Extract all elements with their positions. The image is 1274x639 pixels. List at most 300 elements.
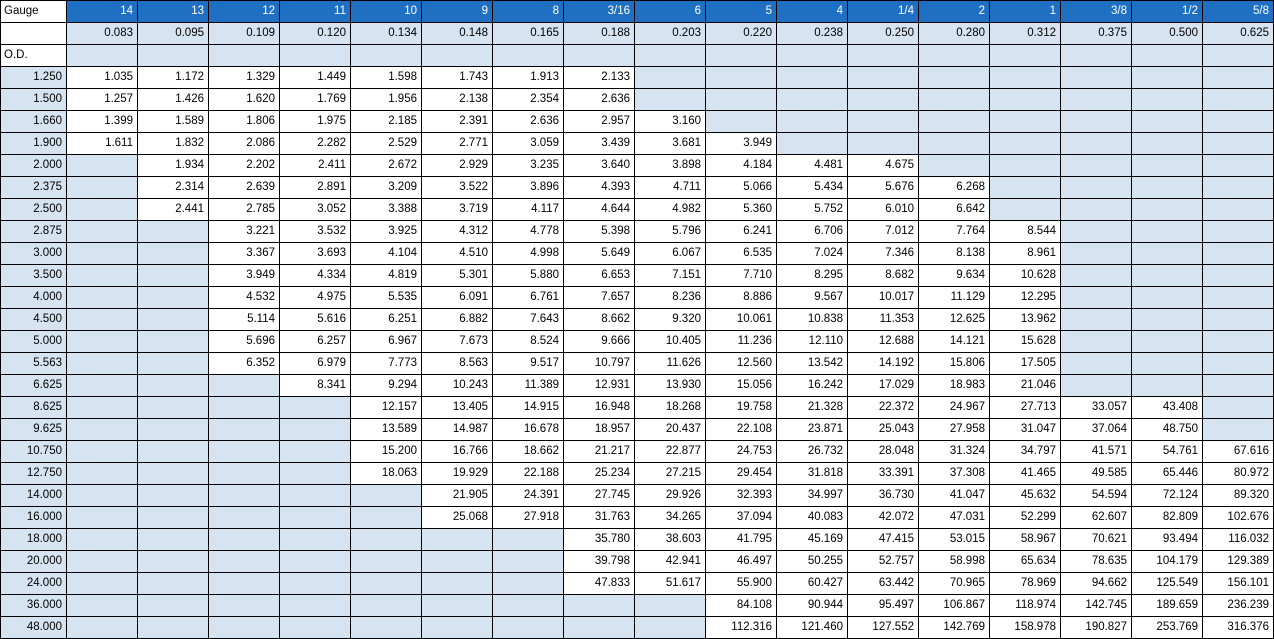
empty-25-3 [280,617,351,639]
empty-13-16 [1203,353,1274,375]
gauge-header-6: 8 [493,1,564,23]
table-row [1,67,1274,89]
weight-value-7-6: 4.778 [493,221,564,243]
empty-6-16 [1203,199,1274,221]
weight-value-17-12: 31.324 [919,441,990,463]
weight-value-0-7: 2.133 [564,67,635,89]
weight-value-24-10: 90.944 [777,595,848,617]
weight-value-18-9: 29.454 [706,463,777,485]
empty-12-1 [138,331,209,353]
weight-value-17-16: 67.616 [1203,441,1274,463]
empty-11-16 [1203,309,1274,331]
weight-value-23-12: 70.965 [919,573,990,595]
empty-0-11 [848,67,919,89]
empty-9-0 [67,265,138,287]
weight-value-21-9: 41.795 [706,529,777,551]
weight-value-25-9: 112.316 [706,617,777,639]
empty-25-2 [209,617,280,639]
thickness-5: 0.148 [422,23,493,45]
weight-value-23-7: 47.833 [564,573,635,595]
weight-value-2-4: 2.185 [351,111,422,133]
empty-17-2 [209,441,280,463]
weight-value-13-10: 13.542 [777,353,848,375]
weight-value-12-9: 11.236 [706,331,777,353]
weight-value-18-8: 27.215 [635,463,706,485]
empty-21-5 [422,529,493,551]
table-row [1,111,1274,133]
weight-value-21-11: 47.415 [848,529,919,551]
empty-22-1 [138,551,209,573]
weight-value-12-13: 15.628 [990,331,1061,353]
weight-value-12-7: 9.666 [564,331,635,353]
weight-value-0-1: 1.172 [138,67,209,89]
empty-24-4 [351,595,422,617]
weight-value-20-5: 25.068 [422,507,493,529]
weight-value-14-9: 15.056 [706,375,777,397]
weight-value-25-16: 316.376 [1203,617,1274,639]
table-row [1,375,1274,397]
weight-value-5-9: 5.066 [706,177,777,199]
empty-5-15 [1132,177,1203,199]
empty-4-15 [1132,155,1203,177]
weight-value-9-9: 7.710 [706,265,777,287]
empty-2-11 [848,111,919,133]
weight-value-20-12: 47.031 [919,507,990,529]
weight-value-21-7: 35.780 [564,529,635,551]
weight-value-0-4: 1.598 [351,67,422,89]
weight-value-25-10: 121.460 [777,617,848,639]
empty-8-16 [1203,243,1274,265]
empty-14-0 [67,375,138,397]
weight-value-20-9: 37.094 [706,507,777,529]
od-value-22: 20.000 [1,551,67,573]
weight-value-6-10: 5.752 [777,199,848,221]
empty-7-14 [1061,221,1132,243]
weight-value-11-7: 8.662 [564,309,635,331]
empty-1-11 [848,89,919,111]
empty-21-3 [280,529,351,551]
thickness-2: 0.109 [209,23,280,45]
empty-21-2 [209,529,280,551]
weight-value-15-7: 16.948 [564,397,635,419]
empty-14-1 [138,375,209,397]
empty-1-15 [1132,89,1203,111]
empty-21-1 [138,529,209,551]
weight-value-19-15: 72.124 [1132,485,1203,507]
empty-18-3 [280,463,351,485]
od-header-blank-5 [422,45,493,67]
weight-value-13-8: 11.626 [635,353,706,375]
gauge-header-3: 11 [280,1,351,23]
weight-value-16-6: 16.678 [493,419,564,441]
gauge-header-5: 9 [422,1,493,23]
weight-value-8-2: 3.367 [209,243,280,265]
empty-16-0 [67,419,138,441]
empty-6-0 [67,199,138,221]
weight-value-4-6: 3.235 [493,155,564,177]
empty-10-0 [67,287,138,309]
gauge-header-1: 13 [138,1,209,23]
weight-value-11-2: 5.114 [209,309,280,331]
weight-value-20-8: 34.265 [635,507,706,529]
weight-value-3-0: 1.611 [67,133,138,155]
weight-value-10-12: 11.129 [919,287,990,309]
empty-1-13 [990,89,1061,111]
weight-value-0-6: 1.913 [493,67,564,89]
weight-value-9-8: 7.151 [635,265,706,287]
thickness-7: 0.188 [564,23,635,45]
weight-value-19-16: 89.320 [1203,485,1274,507]
od-value-24: 36.000 [1,595,67,617]
weight-value-9-4: 4.819 [351,265,422,287]
empty-2-13 [990,111,1061,133]
weight-value-6-11: 6.010 [848,199,919,221]
weight-value-15-11: 22.372 [848,397,919,419]
weight-value-12-6: 8.524 [493,331,564,353]
od-header-blank-0 [67,45,138,67]
weight-value-20-7: 31.763 [564,507,635,529]
empty-2-15 [1132,111,1203,133]
empty-23-5 [422,573,493,595]
weight-value-16-9: 22.108 [706,419,777,441]
od-header-blank-11 [848,45,919,67]
empty-11-1 [138,309,209,331]
weight-value-12-11: 12.688 [848,331,919,353]
weight-value-23-9: 55.900 [706,573,777,595]
weight-value-22-10: 50.255 [777,551,848,573]
weight-value-5-6: 3.896 [493,177,564,199]
empty-15-3 [280,397,351,419]
empty-11-0 [67,309,138,331]
table-row [1,419,1274,441]
weight-value-20-13: 52.299 [990,507,1061,529]
weight-value-15-15: 43.408 [1132,397,1203,419]
weight-value-17-13: 34.797 [990,441,1061,463]
thickness-6: 0.165 [493,23,564,45]
empty-23-3 [280,573,351,595]
od-value-25: 48.000 [1,617,67,639]
weight-value-8-8: 6.067 [635,243,706,265]
empty-15-2 [209,397,280,419]
weight-value-4-2: 2.202 [209,155,280,177]
empty-14-14 [1061,375,1132,397]
weight-value-23-11: 63.442 [848,573,919,595]
weight-value-9-2: 3.949 [209,265,280,287]
empty-22-6 [493,551,564,573]
weight-value-17-7: 21.217 [564,441,635,463]
weight-value-13-12: 15.806 [919,353,990,375]
thickness-16: 0.625 [1203,23,1274,45]
weight-value-7-2: 3.221 [209,221,280,243]
weight-value-22-16: 129.389 [1203,551,1274,573]
empty-21-6 [493,529,564,551]
weight-value-6-5: 3.719 [422,199,493,221]
weight-value-23-8: 51.617 [635,573,706,595]
empty-1-14 [1061,89,1132,111]
weight-value-4-7: 3.640 [564,155,635,177]
weight-value-19-7: 27.745 [564,485,635,507]
weight-value-16-11: 25.043 [848,419,919,441]
weight-value-8-9: 6.535 [706,243,777,265]
od-value-4: 2.000 [1,155,67,177]
empty-15-16 [1203,397,1274,419]
empty-12-14 [1061,331,1132,353]
weight-value-6-4: 3.388 [351,199,422,221]
table-row [1,595,1274,617]
empty-9-14 [1061,265,1132,287]
weight-value-11-12: 12.625 [919,309,990,331]
empty-4-14 [1061,155,1132,177]
table-row [1,573,1274,595]
empty-19-0 [67,485,138,507]
empty-17-0 [67,441,138,463]
weight-value-9-10: 8.295 [777,265,848,287]
empty-2-12 [919,111,990,133]
empty-10-15 [1132,287,1203,309]
od-value-8: 3.000 [1,243,67,265]
od-header-blank-1 [138,45,209,67]
weight-value-10-2: 4.532 [209,287,280,309]
gauge-header-11: 1/4 [848,1,919,23]
weight-value-20-11: 42.072 [848,507,919,529]
weight-value-17-9: 24.753 [706,441,777,463]
weight-value-2-8: 3.160 [635,111,706,133]
weight-value-20-15: 82.809 [1132,507,1203,529]
empty-19-1 [138,485,209,507]
empty-24-0 [67,595,138,617]
weight-value-23-13: 78.969 [990,573,1061,595]
weight-value-25-12: 142.769 [919,617,990,639]
weight-value-16-10: 23.871 [777,419,848,441]
od-header-blank-8 [635,45,706,67]
empty-4-16 [1203,155,1274,177]
empty-16-16 [1203,419,1274,441]
od-header-blank-13 [990,45,1061,67]
weight-value-13-6: 9.517 [493,353,564,375]
empty-6-13 [990,199,1061,221]
weight-value-0-3: 1.449 [280,67,351,89]
table-row [1,617,1274,639]
od-header-blank-10 [777,45,848,67]
empty-20-2 [209,507,280,529]
weight-value-23-10: 60.427 [777,573,848,595]
thickness-13: 0.312 [990,23,1061,45]
weight-value-23-16: 156.101 [1203,573,1274,595]
weight-value-5-5: 3.522 [422,177,493,199]
od-value-1: 1.500 [1,89,67,111]
weight-value-11-11: 11.353 [848,309,919,331]
weight-value-15-14: 33.057 [1061,397,1132,419]
empty-14-2 [209,375,280,397]
empty-25-8 [635,617,706,639]
weight-value-20-14: 62.607 [1061,507,1132,529]
empty-20-1 [138,507,209,529]
weight-value-2-0: 1.399 [67,111,138,133]
empty-4-13 [990,155,1061,177]
weight-value-12-5: 7.673 [422,331,493,353]
od-value-6: 2.500 [1,199,67,221]
empty-23-4 [351,573,422,595]
weight-value-7-7: 5.398 [564,221,635,243]
empty-0-10 [777,67,848,89]
thickness-14: 0.375 [1061,23,1132,45]
weight-value-12-3: 6.257 [280,331,351,353]
empty-0-14 [1061,67,1132,89]
weight-value-4-9: 4.184 [706,155,777,177]
od-header-blank-6 [493,45,564,67]
weight-value-11-4: 6.251 [351,309,422,331]
weight-value-9-11: 8.682 [848,265,919,287]
empty-11-14 [1061,309,1132,331]
weight-value-4-1: 1.934 [138,155,209,177]
empty-13-1 [138,353,209,375]
thickness-0: 0.083 [67,23,138,45]
empty-22-2 [209,551,280,573]
empty-24-7 [564,595,635,617]
table-row [1,441,1274,463]
weight-value-18-12: 37.308 [919,463,990,485]
od-header-blank-16 [1203,45,1274,67]
weight-value-14-11: 17.029 [848,375,919,397]
weight-value-16-5: 14.987 [422,419,493,441]
empty-20-0 [67,507,138,529]
empty-4-0 [67,155,138,177]
empty-15-1 [138,397,209,419]
empty-1-16 [1203,89,1274,111]
weight-value-21-16: 116.032 [1203,529,1274,551]
empty-20-4 [351,507,422,529]
weight-value-22-13: 65.634 [990,551,1061,573]
weight-value-13-2: 6.352 [209,353,280,375]
weight-value-6-2: 2.785 [209,199,280,221]
weight-value-22-15: 104.179 [1132,551,1203,573]
weight-value-25-11: 127.552 [848,617,919,639]
weight-value-14-5: 10.243 [422,375,493,397]
empty-22-0 [67,551,138,573]
od-header-blank-3 [280,45,351,67]
weight-value-11-5: 6.882 [422,309,493,331]
weight-value-18-11: 33.391 [848,463,919,485]
table-row [1,243,1274,265]
gauge-header-10: 4 [777,1,848,23]
weight-value-18-5: 19.929 [422,463,493,485]
weight-value-17-10: 26.732 [777,441,848,463]
table-row [1,133,1274,155]
weight-value-18-6: 22.188 [493,463,564,485]
empty-0-12 [919,67,990,89]
gauge-header-row [1,1,1274,23]
empty-10-1 [138,287,209,309]
weight-value-6-9: 5.360 [706,199,777,221]
gauge-header-9: 5 [706,1,777,23]
empty-2-10 [777,111,848,133]
weight-value-7-8: 5.796 [635,221,706,243]
table-row [1,551,1274,573]
weight-value-7-11: 7.012 [848,221,919,243]
weight-value-16-15: 48.750 [1132,419,1203,441]
empty-3-14 [1061,133,1132,155]
empty-0-15 [1132,67,1203,89]
weight-value-14-8: 13.930 [635,375,706,397]
empty-1-10 [777,89,848,111]
empty-19-4 [351,485,422,507]
thickness-15: 0.500 [1132,23,1203,45]
empty-7-1 [138,221,209,243]
gauge-header-2: 12 [209,1,280,23]
weight-value-4-8: 3.898 [635,155,706,177]
weight-value-24-14: 142.745 [1061,595,1132,617]
weight-value-5-12: 6.268 [919,177,990,199]
od-value-17: 10.750 [1,441,67,463]
empty-24-3 [280,595,351,617]
table-row [1,265,1274,287]
weight-value-5-11: 5.676 [848,177,919,199]
weight-value-7-13: 8.544 [990,221,1061,243]
weight-value-15-13: 27.713 [990,397,1061,419]
empty-24-8 [635,595,706,617]
weight-value-19-13: 45.632 [990,485,1061,507]
weight-value-22-14: 78.635 [1061,551,1132,573]
thickness-8: 0.203 [635,23,706,45]
weight-value-4-3: 2.411 [280,155,351,177]
empty-0-8 [635,67,706,89]
weight-value-11-3: 5.616 [280,309,351,331]
empty-8-14 [1061,243,1132,265]
weight-value-3-8: 3.681 [635,133,706,155]
empty-7-0 [67,221,138,243]
empty-11-15 [1132,309,1203,331]
weight-value-17-14: 41.571 [1061,441,1132,463]
empty-23-0 [67,573,138,595]
empty-0-13 [990,67,1061,89]
weight-value-20-10: 40.083 [777,507,848,529]
empty-8-15 [1132,243,1203,265]
empty-10-16 [1203,287,1274,309]
empty-5-13 [990,177,1061,199]
weight-value-10-8: 8.236 [635,287,706,309]
weight-value-8-7: 5.649 [564,243,635,265]
weight-value-24-12: 106.867 [919,595,990,617]
empty-8-0 [67,243,138,265]
weight-value-20-16: 102.676 [1203,507,1274,529]
weight-value-2-1: 1.589 [138,111,209,133]
weight-value-13-7: 10.797 [564,353,635,375]
weight-value-7-5: 4.312 [422,221,493,243]
table-row [1,353,1274,375]
empty-8-1 [138,243,209,265]
empty-9-1 [138,265,209,287]
table-row [1,89,1274,111]
empty-24-2 [209,595,280,617]
od-value-9: 3.500 [1,265,67,287]
weight-value-0-2: 1.329 [209,67,280,89]
weight-value-15-12: 24.967 [919,397,990,419]
weight-value-15-5: 13.405 [422,397,493,419]
weight-value-1-7: 2.636 [564,89,635,111]
empty-23-2 [209,573,280,595]
table-row [1,177,1274,199]
gauge-header-13: 1 [990,1,1061,23]
weight-value-11-13: 13.962 [990,309,1061,331]
od-value-7: 2.875 [1,221,67,243]
weight-value-20-6: 27.918 [493,507,564,529]
weight-value-6-6: 4.117 [493,199,564,221]
empty-3-15 [1132,133,1203,155]
table-row [1,309,1274,331]
weight-value-11-10: 10.838 [777,309,848,331]
weight-value-8-5: 4.510 [422,243,493,265]
weight-value-6-1: 2.441 [138,199,209,221]
